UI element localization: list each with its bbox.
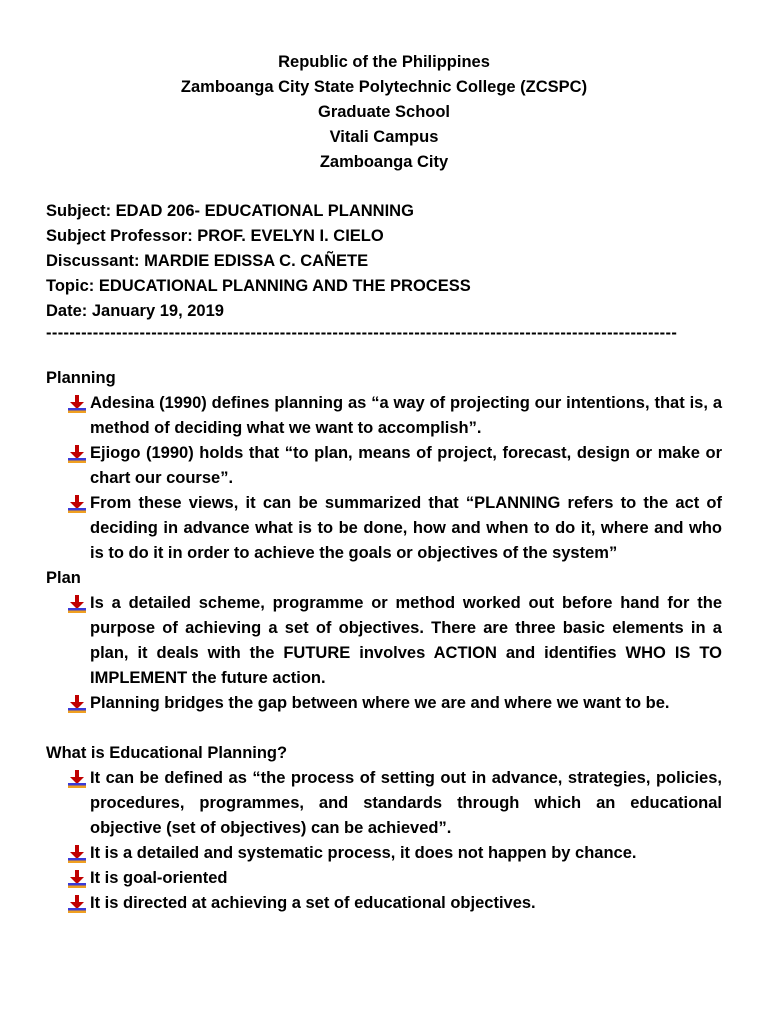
arrow-bullet-icon <box>68 695 86 713</box>
meta-subject: Subject: EDAD 206- EDUCATIONAL PLANNING <box>46 202 414 220</box>
meta-date: Date: January 19, 2019 <box>46 302 224 320</box>
header-institution: Zamboanga City State Polytechnic College (ZCSPC) <box>180 78 588 96</box>
section-educational-planning <box>46 741 722 916</box>
list-item-text: Is a detailed scheme, programme or method worked out before hand for the purpose of achieving a set of objectives. There are three basic elements in a plan, it deals with the FUTURE involves ACTION and identifies WHO IS TO IMPLEMENT the future action. <box>90 594 722 687</box>
arrow-bullet-icon <box>68 870 86 888</box>
list-item <box>90 591 722 691</box>
document-header <box>46 50 722 175</box>
arrow-bullet-icon <box>68 395 86 413</box>
list-item-text: From these views, it can be summarized that “PLANNING refers to the act of deciding in advance what is to be done, how and when to do it, where and who is to do it in order to achieve the goals or objectives of the system” <box>90 494 722 562</box>
section-title-planning: Planning <box>46 369 116 387</box>
list-item-text: It can be defined as “the process of setting out in advance, strategies, policies, procedures, programmes, and standards through which an educational objective (set of objectives) can be achieved”. <box>90 769 722 837</box>
list-item <box>90 491 722 566</box>
list-item-text: Ejiogo (1990) holds that “to plan, means of project, forecast, design or make or chart our course”. <box>90 444 722 487</box>
list-item <box>90 891 722 916</box>
meta-discussant: Discussant: MARDIE EDISSA C. CAÑETE <box>46 252 369 270</box>
meta-professor: Subject Professor: PROF. EVELYN I. CIELO <box>46 227 384 245</box>
arrow-bullet-icon <box>68 595 86 613</box>
list-item <box>90 441 722 491</box>
section-planning <box>46 366 722 566</box>
section-title-plan: Plan <box>46 569 81 587</box>
list-item <box>90 866 722 891</box>
list-item-text: Adesina (1990) defines planning as “a way of projecting our intentions, that is, a method of deciding what we want to accomplish”. <box>90 394 722 437</box>
section-title-educational-planning: What is Educational Planning? <box>46 744 288 762</box>
arrow-bullet-icon <box>68 845 86 863</box>
section-plan <box>46 566 722 716</box>
header-school: Graduate School <box>317 103 451 121</box>
list-item <box>90 841 722 866</box>
header-country: Republic of the Philippines <box>278 53 490 71</box>
list-item <box>90 391 722 441</box>
document-meta <box>46 199 722 324</box>
bullet-list-planning <box>46 391 722 566</box>
arrow-bullet-icon <box>68 495 86 513</box>
list-item-text: It is goal-oriented <box>90 869 228 887</box>
arrow-bullet-icon <box>68 770 86 788</box>
list-item-text: Planning bridges the gap between where we are and where we want to be. <box>90 694 670 712</box>
list-item <box>90 691 722 716</box>
arrow-bullet-icon <box>68 895 86 913</box>
section-gap <box>46 716 722 741</box>
bullet-list-plan <box>46 591 722 716</box>
list-item <box>90 766 722 841</box>
list-item-text: It is a detailed and systematic process, it does not happen by chance. <box>90 844 637 862</box>
bullet-list-educational-planning <box>46 766 722 916</box>
meta-topic: Topic: EDUCATIONAL PLANNING AND THE PROCESS <box>46 277 471 295</box>
divider-line: ------------------------------------------------------------------------------------------------------------ <box>46 324 678 342</box>
header-city: Zamboanga City <box>319 153 449 171</box>
header-campus: Vitali Campus <box>329 128 439 146</box>
list-item-text: It is directed at achieving a set of educational objectives. <box>90 894 536 912</box>
arrow-bullet-icon <box>68 445 86 463</box>
